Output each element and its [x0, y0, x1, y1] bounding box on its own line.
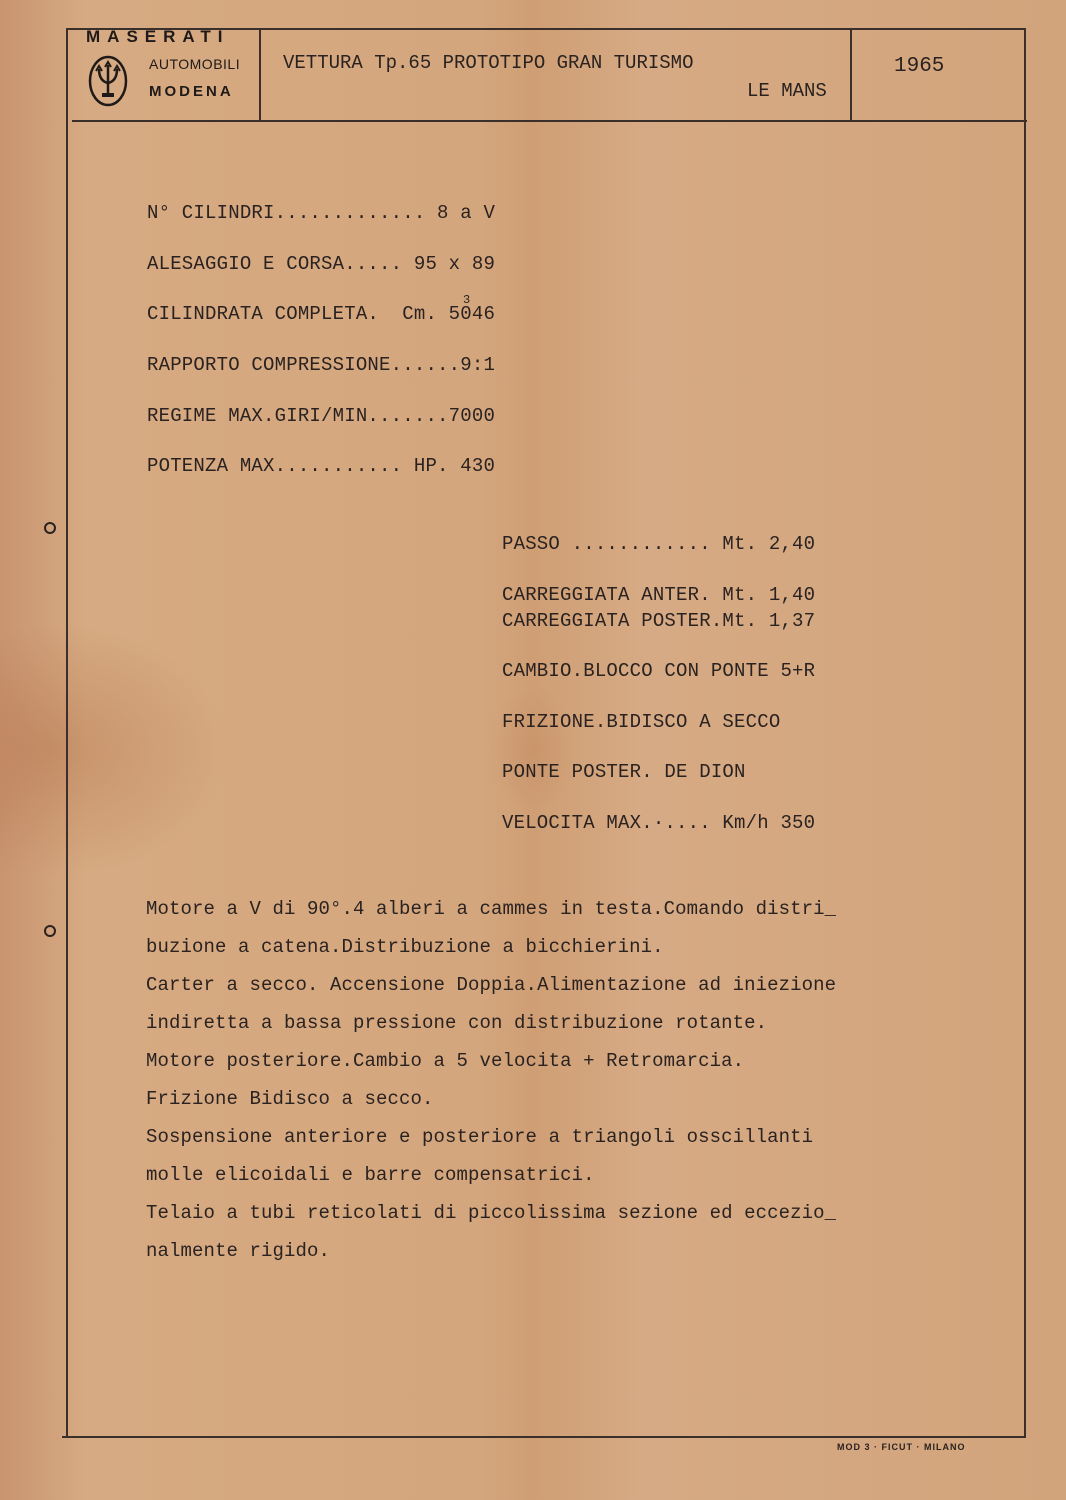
trident-logo-icon	[88, 55, 128, 107]
spec-line: CARREGGIATA ANTER. Mt. 1,40	[502, 584, 816, 606]
punch-hole	[44, 522, 56, 534]
description-line: Motore a V di 90°.4 alberi a cammes in testa.Comando distri_	[146, 898, 837, 920]
cc-superscript: 3	[463, 293, 471, 307]
spec-line: RAPPORTO COMPRESSIONE......9:1	[147, 354, 496, 376]
description-line: molle elicoidali e barre compensatrici.	[146, 1164, 595, 1186]
description-line: Telaio a tubi reticolati di piccolissima sezione ed eccezio_	[146, 1202, 837, 1224]
spec-line: CILINDRATA COMPLETA. Cm. 5046 3	[147, 293, 496, 325]
punch-hole	[44, 925, 56, 937]
spec-line: POTENZA MAX........... HP. 430	[147, 455, 496, 477]
description-line: Carter a secco. Accensione Doppia.Alimentazione ad iniezione	[146, 974, 837, 996]
spec-line: PONTE POSTER. DE DION	[502, 761, 746, 783]
logo-divider	[259, 28, 261, 120]
brand-subtitle: AUTOMOBILI	[149, 56, 241, 72]
spec-line: ALESAGGIO E CORSA..... 95 x 89	[147, 253, 496, 275]
description-line: indiretta a bassa pressione con distribuzione rotante.	[146, 1012, 768, 1034]
spec-line: CAMBIO.BLOCCO CON PONTE 5+R	[502, 660, 816, 682]
description-line: nalmente rigido.	[146, 1240, 331, 1262]
spec-line: N° CILINDRI............. 8 a V	[147, 202, 496, 224]
year-divider	[850, 28, 852, 120]
bottom-rule	[62, 1436, 1002, 1438]
description-line: Sospensione anteriore e posteriore a triangoli osscillanti	[146, 1126, 814, 1148]
brand-city: MODENA	[149, 83, 234, 100]
spec-line: VELOCITA MAX.·.... Km/h 350	[502, 812, 816, 834]
printer-mark: MOD 3 · FICUT · MILANO	[837, 1442, 966, 1452]
spec-line: CARREGGIATA POSTER.Mt. 1,37	[502, 610, 816, 632]
brand-name: MASERATI	[86, 27, 230, 46]
document-frame	[66, 28, 1026, 1438]
description-line: Motore posteriore.Cambio a 5 velocita + Retromarcia.	[146, 1050, 745, 1072]
vehicle-title: VETTURA Tp.65 PROTOTIPO GRAN TURISMO	[283, 52, 694, 74]
header-divider	[72, 120, 1027, 122]
spec-line: FRIZIONE.BIDISCO A SECCO	[502, 711, 781, 733]
document-year: 1965	[894, 55, 945, 78]
vehicle-subtitle: LE MANS	[747, 80, 827, 102]
spec-line: PASSO ............ Mt. 2,40	[502, 533, 816, 555]
description-line: buzione a catena.Distribuzione a bicchierini.	[146, 936, 664, 958]
spec-line: REGIME MAX.GIRI/MIN.......7000	[147, 405, 496, 427]
description-line: Frizione Bidisco a secco.	[146, 1088, 434, 1110]
